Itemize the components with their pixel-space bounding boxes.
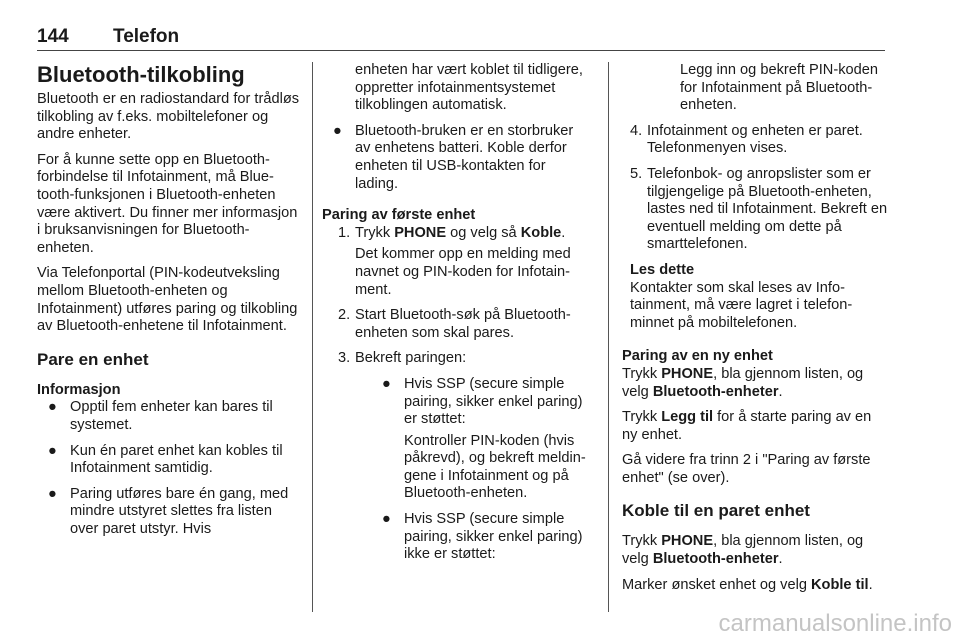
- bullet-icon: ●: [48, 442, 57, 459]
- step-number: 5.: [630, 165, 643, 182]
- note-label: Les dette: [630, 261, 695, 278]
- section-heading: Bluetooth-tilkobling: [37, 62, 245, 87]
- bullet-icon: ●: [48, 399, 57, 416]
- sub-list-item: ● Hvis SSP (secure simple pairing, sikker enkel paring) er støttet:: [382, 375, 583, 428]
- step-text: Det kommer opp en melding med navnet og PIN-koden for Infotainment.: [355, 246, 571, 298]
- subsection-heading: Pare en enhet: [37, 349, 149, 369]
- subsection-heading: Koble til en paret enhet: [622, 501, 810, 521]
- paragraph: Gå videre fra trinn 2 i "Paring av første enhet" (se over).: [622, 452, 871, 486]
- page-header: [37, 26, 885, 51]
- paragraph: Marker ønsket enhet og velg Koble til.: [622, 576, 873, 593]
- paragraph: For å kunne sette opp en Bluetooth-forbindelse til Infotainment, må Bluetooth-funksjonen i Bluetooth-enheten være aktivert. Du finner mer informasjon i bruksanvisningen for Bluetooth-enheten.: [37, 151, 298, 256]
- step-number: 4.: [630, 122, 643, 139]
- step-number: 1.: [338, 224, 351, 241]
- column-divider: [608, 62, 609, 612]
- page-number: 144: [37, 26, 69, 47]
- subsection-label: Paring av første enhet: [322, 207, 476, 224]
- step-item: 4. Infotainment og enheten er paret. Telefonmenyen vises.: [630, 122, 863, 157]
- paragraph: Via Telefonportal (PIN-kodeutveksling mellom Bluetooth-enheten og Infotainment) utføres paring og tilkobling av Bluetooth-enhetene til Infotainment.: [37, 265, 298, 335]
- paragraph: Trykk PHONE, bla gjennom listen, og velg Bluetooth-enheter.: [622, 365, 864, 400]
- sub-list-item: ● Hvis SSP (secure simple pairing, sikker enkel paring) ikke er støttet:: [382, 511, 583, 563]
- list-item: ● Bluetooth-bruken er en storbruker av enhetens batteri. Koble derfor enheten til USB-kontakten for lading.: [333, 122, 574, 192]
- step-number: 2.: [338, 307, 351, 324]
- bullet-icon: ●: [382, 375, 391, 392]
- list-item: ● Opptil fem enheter kan bares til systemet.: [48, 399, 273, 433]
- info-label: Informasjon: [37, 381, 121, 398]
- paragraph: Trykk Legg til for å starte paring av en ny enhet.: [622, 409, 872, 443]
- list-item: ● Paring utføres bare én gang, med mindre utstyret slettes fra listen over paret utstyr. Hvis: [48, 485, 289, 537]
- watermark: carmanualsonline.info: [718, 610, 952, 637]
- running-title: Telefon: [113, 26, 180, 47]
- step-item: 5. Telefonbok- og anropslister som er tilgjengelige på Bluetooth-enheten, lastes ned til Infotainment. Bekreft en eventuell melding om dette på smarttelefonen.: [630, 165, 888, 253]
- column-3: [622, 62, 888, 602]
- list-item-continuation: enheten har vært koblet til tidligere, oppretter infotainmentsystemet tilkoblingen automatisk.: [355, 62, 583, 114]
- column-divider: [312, 62, 313, 612]
- sub-list-text: Legg inn og bekreft PIN-koden for Infotainment på Bluetooth-enheten.: [680, 62, 878, 114]
- bullet-icon: ●: [333, 122, 342, 139]
- paragraph: Trykk PHONE, bla gjennom listen, og velg Bluetooth-enheter.: [622, 533, 864, 568]
- column-1: [37, 62, 301, 546]
- note-text: Kontakter som skal leses av Infotainment, må være lagret i telefonminnet på mobiltelefonen.: [630, 279, 853, 331]
- bullet-icon: ●: [382, 511, 391, 528]
- paragraph: Bluetooth er en radiostandard for trådløs tilkobling av f.eks. mobiltelefoner og andre enheter.: [37, 91, 300, 143]
- list-item: ● Kun én paret enhet kan kobles til Infotainment samtidig.: [48, 442, 283, 477]
- bullet-icon: ●: [48, 485, 57, 502]
- sub-list-text: Kontroller PIN-koden (hvis påkrevd), og bekreft meldingene i Infotainment og på Bluetooth-enheten.: [404, 432, 586, 502]
- step-number: 3.: [338, 350, 351, 367]
- subsection-label: Paring av en ny enhet: [622, 348, 773, 365]
- step-item: 1. Trykk PHONE og velg så Koble.: [338, 224, 566, 241]
- step-item: 2. Start Bluetooth-søk på Bluetooth-enheten som skal pares.: [338, 307, 571, 341]
- step-item: 3. Bekreft paringen:: [338, 350, 467, 367]
- column-2: [322, 62, 590, 572]
